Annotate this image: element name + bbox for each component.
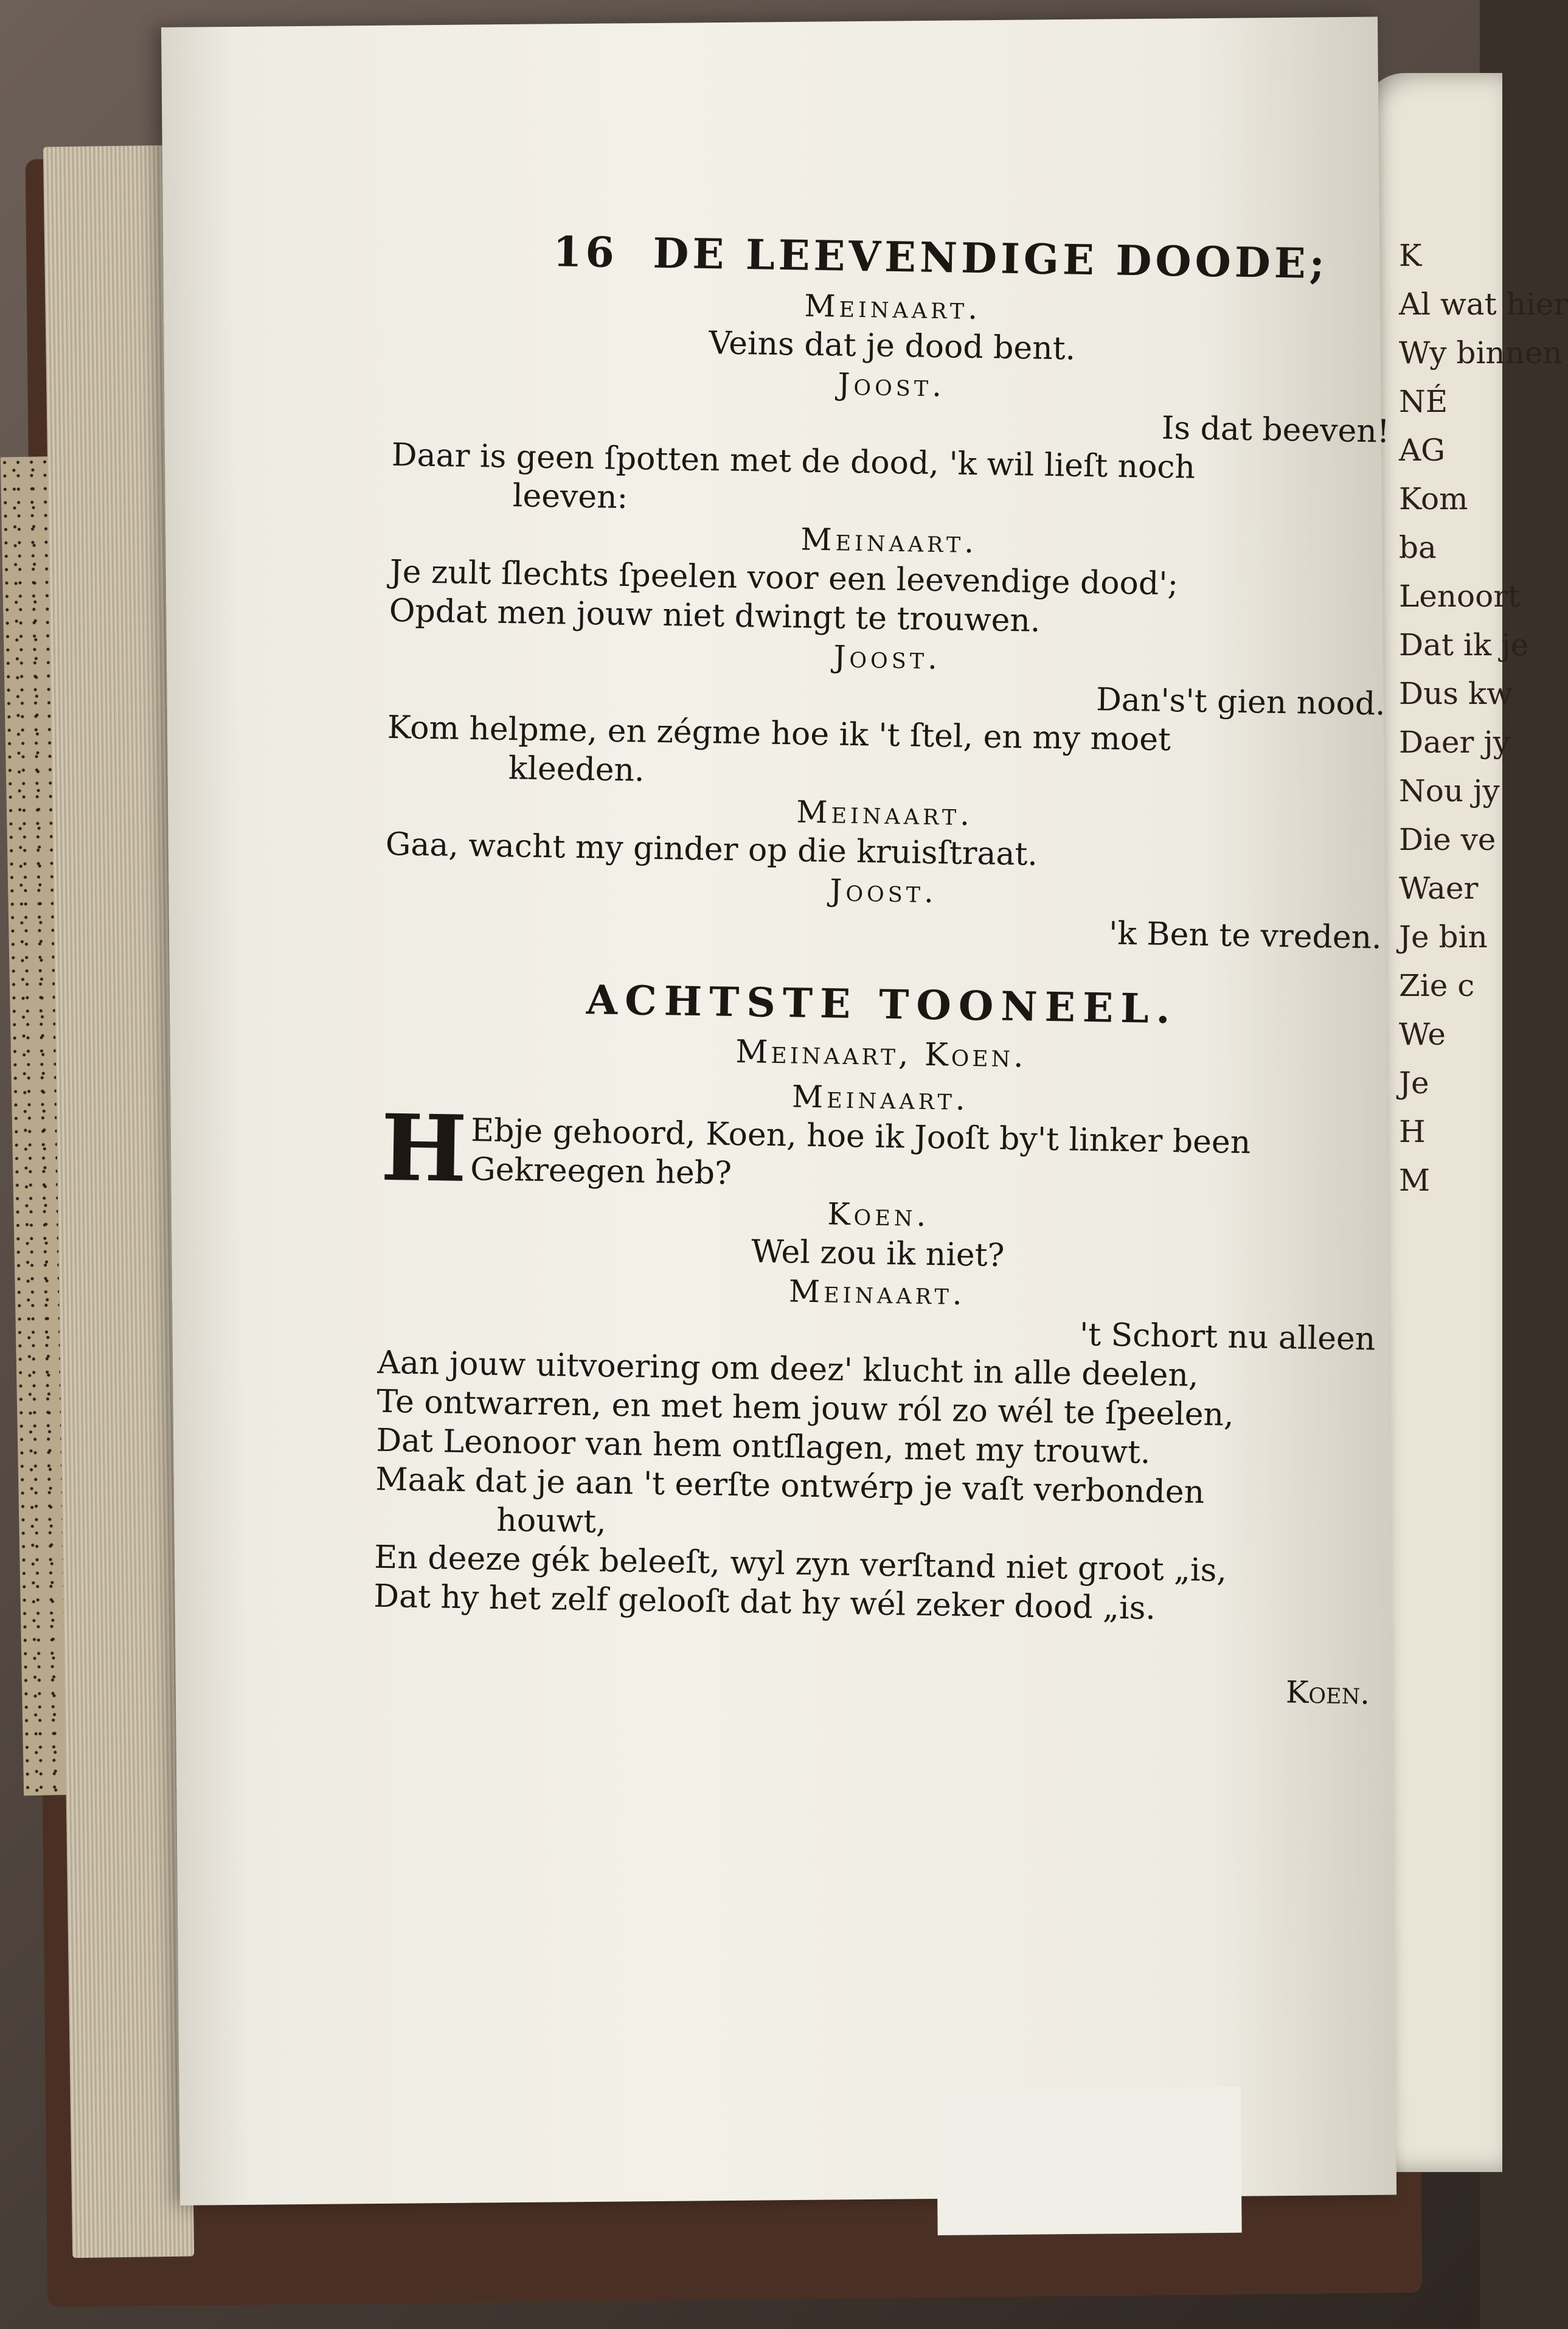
verse-line: Gekreegen heb? [470,1151,732,1192]
scene-cast: Meinaart, Koen. [735,1033,1027,1075]
facing-line: Nou jy [1399,773,1500,809]
facing-line: Daer jy [1399,725,1511,760]
verse-line: Dat Leonoor van hem ontſlagen, met my trouwt. [375,1422,1151,1471]
speaker-name: Meinaart. [804,288,982,327]
verse-line: Dat hy het zelf gelooſt dat hy wél zeker dood „is. [373,1578,1156,1627]
page-text [372,219,1393,1713]
verse-line: Daar is geen ſpotten met de dood, 'k wil lieſt noch [391,436,1196,486]
verse-line: Gaa, wacht my ginder op die kruisſtraat. [385,826,1038,873]
half-line: 'k Ben te vreden. [1108,915,1382,956]
dialogue-top [384,280,1392,958]
speaker-name: Joost. [833,639,942,677]
facing-line: M [1399,1163,1431,1198]
verse-continuation: leeven: [512,478,628,517]
verse-line: Je zult ſlechts ſpeelen voor een leevendige dood'; [389,553,1179,603]
facing-line: NÉ [1399,384,1448,419]
speaker-name: Meinaart. [791,1079,970,1117]
facing-line: Zie c [1399,968,1475,1003]
speaker-name: Joost. [829,872,938,910]
half-line: 't Schort nu alleen [1079,1316,1376,1358]
verse-line: Opdat men jouw niet dwingt te trouwen. [389,592,1041,639]
verse-line: Aan jouw uitvoering om deez' klucht in alle deelen, [376,1344,1199,1394]
half-line: Veins dat je dood bent. [709,325,1076,367]
facing-line: Lenoort [1399,579,1521,614]
half-line: Wel zou ik niet? [751,1233,1005,1274]
facing-line: Je bin [1399,919,1488,955]
verse-line: Te ontwarren, en met hem jouw ról zo wél te ſpeelen, [376,1383,1235,1433]
running-title: DE LEEVENDIGE DOODE; [652,229,1329,289]
facing-line: AG [1399,433,1446,468]
speaker-name: Meinaart. [796,794,974,833]
drop-cap: H [380,1094,468,1203]
facing-line: We [1399,1017,1446,1052]
facing-line: H [1399,1114,1426,1149]
facing-line: Kom [1399,481,1468,517]
speaker-name: Joost. [838,366,946,404]
facing-page-text [1399,231,1568,1205]
facing-line: Dat ik je [1399,627,1529,663]
catchword: Koen. [1285,1674,1370,1711]
facing-line: Die ve [1399,822,1496,857]
half-line: Is dat beeven! [1161,409,1390,450]
speaker-name: Koen. [827,1196,930,1233]
redaction-patch [937,2087,1242,2235]
verse-text: Ebje gehoord, Koen, hoe ik Jooſt by't linker been [470,1112,1251,1161]
page-number: 16 [552,228,619,277]
speaker-name: Meinaart. [788,1273,966,1312]
facing-line: Wy binnen [1399,335,1563,371]
verse-line: En deeze gék beleeſt, wyl zyn verſtand niet groot „is, [373,1539,1227,1589]
verse-line: Kom helpme, en zégme hoe ik 't ſtel, en my moet [387,709,1171,759]
facing-line: Dus kw [1399,676,1513,711]
facing-line: K [1399,238,1422,273]
verse-continuation: houwt, [496,1502,607,1540]
facing-line: Waer [1399,871,1479,906]
verse-line: Maak dat je aan 't eerſte ontwérp je vaſt verbonden [375,1461,1205,1511]
facing-line: Je [1399,1065,1429,1101]
speaker-name: Meinaart. [800,521,978,560]
dialogue-scene [373,1071,1379,1632]
half-line: Dan's't gien nood. [1095,681,1386,723]
verse-continuation: kleeden. [508,750,645,789]
facing-line: Al wat hier [1399,287,1568,322]
scene-title: ACHTSTE TOONEEL. [586,976,1178,1033]
facing-line: ba [1399,530,1437,565]
